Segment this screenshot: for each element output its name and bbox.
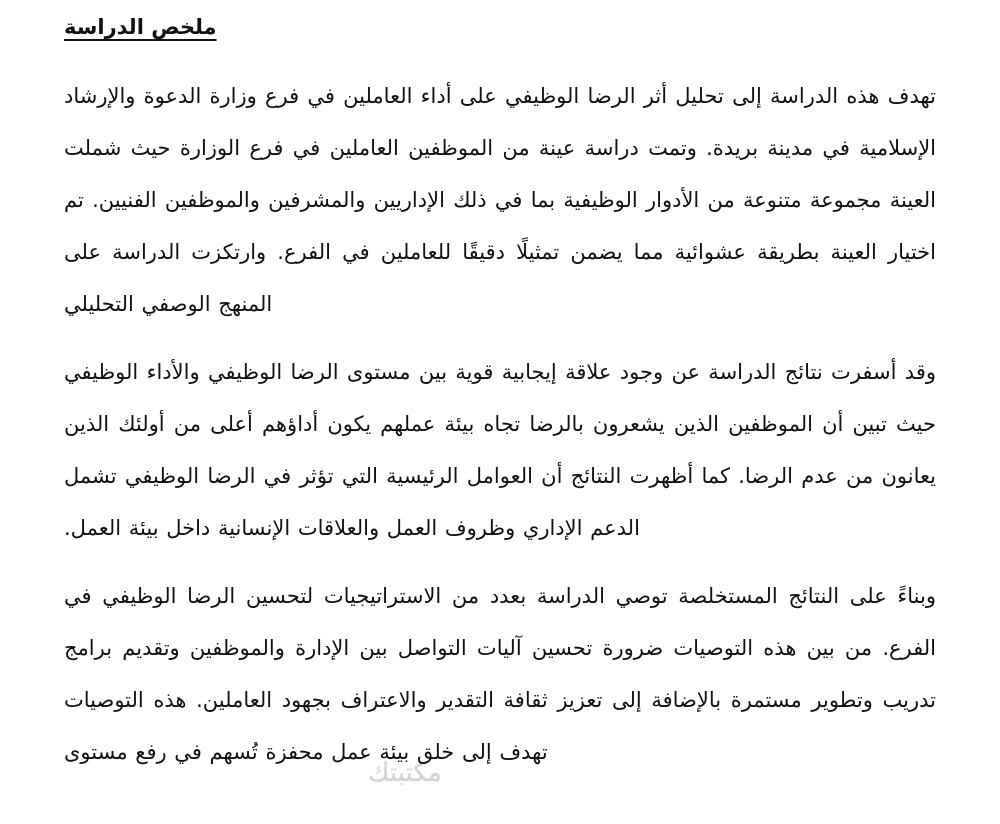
paragraph-study-results: وقد أسفرت نتائج الدراسة عن وجود علاقة إيجابية قوية بين مستوى الرضا الوظيفي والأداء الوظيفي حيث تبين أن الموظفين الذين يشعرون بالرضا تجاه بيئة عملهم يكون أداؤهم أعلى من أولئك الذين يعانون من عدم الرضا. كما أظهرت النتائج أن العوامل الرئيسية التي تؤثر في الرضا الوظيفي تشمل الدعم الإداري وظروف العمل والعلاقات الإنسانية داخل بيئة العمل.: [64, 360, 936, 540]
paragraph-study-recommendations: وبناءً على النتائج المستخلصة توصي الدراسة بعدد من الاستراتيجيات لتحسين الرضا الوظيفي في الفرع. من بين هذه التوصيات ضرورة تحسين آليات التواصل بين الإدارة والموظفين وتقديم برامج تدريب وتطوير مستمرة بالإضافة إلى تعزيز ثقافة التقدير والاعتراف بجهود العاملين. هذه التوصيات تهدف إلى خلق بيئة عمل محفزة تُسهم في رفع مستوى: [64, 584, 936, 764]
document-title: ملخص الدراسة: [64, 15, 217, 39]
watermark: مكتبتك: [368, 758, 442, 788]
paragraph-study-intro: تهدف هذه الدراسة إلى تحليل أثر الرضا الوظيفي على أداء العاملين في فرع وزارة الدعوة والإرشاد الإسلامية في مدينة بريدة. وتمت دراسة عينة من الموظفين العاملين في فرع الوزارة حيث شملت العينة مجموعة متنوعة من الأدوار الوظيفية بما في ذلك الإداريين والمشرفين والموظفين الفنيين. تم اختيار العينة بطريقة عشوائية مما يضمن تمثيلًا دقيقًا للعاملين في الفرع. وارتكزت الدراسة على المنهج الوصفي التحليلي: [64, 84, 936, 316]
